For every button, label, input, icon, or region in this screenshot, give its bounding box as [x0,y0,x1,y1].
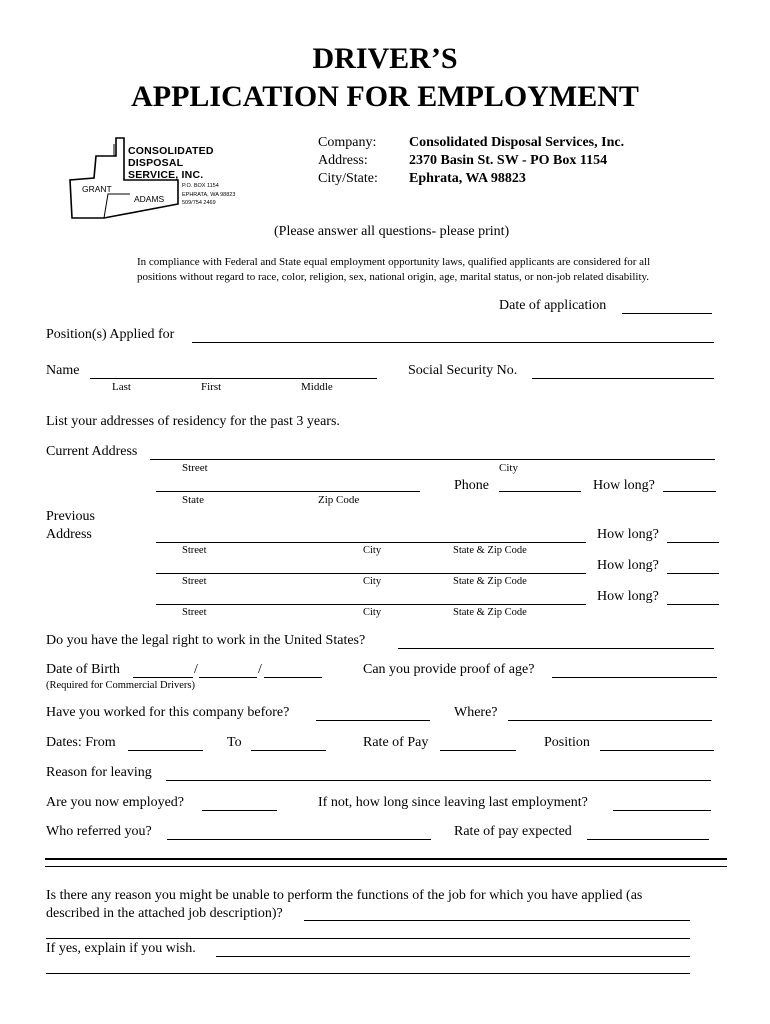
rate-of-pay-field[interactable] [440,750,516,751]
dates-to-label: To [227,735,242,750]
if-yes-label: If yes, explain if you wish. [46,941,196,956]
previous-address-2-field[interactable] [156,573,586,574]
unable-answer-line2[interactable] [46,938,690,939]
name-label: Name [46,363,80,378]
dob-month-field[interactable] [133,677,193,678]
position-field[interactable] [600,750,714,751]
previous-address-label: Address [46,527,92,542]
dob-separator-1: / [194,662,198,677]
worked-before-field[interactable] [316,720,430,721]
company-label: Company: [318,135,377,150]
unable-question-line1: Is there any reason you might be unable to perform the functions of the job for which you have applied (as [46,888,643,903]
name-field[interactable] [90,378,377,379]
ssn-field[interactable] [532,378,714,379]
previous-1-state-zip-label: State & Zip Code [453,545,527,556]
date-of-application-field[interactable] [622,313,712,314]
previous-2-how-long-field[interactable] [667,573,719,574]
dob-separator-2: / [258,662,262,677]
date-of-application-label: Date of application [499,298,607,313]
city-state-value: Ephrata, WA 98823 [409,171,526,186]
rate-expected-field[interactable] [587,839,709,840]
referred-label: Who referred you? [46,824,152,839]
company-value: Consolidated Disposal Services, Inc. [409,135,625,150]
name-last-label: Last [112,381,131,393]
city-state-label: City/State: [318,171,378,186]
current-zip-label: Zip Code [318,494,360,506]
dob-note: (Required for Commercial Drivers) [46,680,195,691]
previous-1-city-label: City [363,545,382,556]
logo-county-adams: ADAMS [134,194,165,204]
logo-name-line1: CONSOLIDATED [128,145,214,157]
worked-before-label: Have you worked for this company before? [46,705,290,720]
logo-phone: 509/754 2469 [182,200,216,206]
section-divider-top [45,858,727,860]
reason-leaving-field[interactable] [166,780,711,781]
where-field[interactable] [508,720,712,721]
name-first-label: First [201,381,222,393]
name-middle-label: Middle [301,381,333,393]
proof-age-label: Can you provide proof of age? [363,662,535,677]
address-value: 2370 Basin St. SW - PO Box 1154 [409,153,608,168]
rate-expected-label: Rate of pay expected [454,824,572,839]
dates-to-field[interactable] [251,750,326,751]
now-employed-field[interactable] [202,810,277,811]
referred-field[interactable] [167,839,431,840]
dob-day-field[interactable] [199,677,257,678]
current-city-label: City [499,462,518,474]
previous-3-state-zip-label: State & Zip Code [453,607,527,618]
previous-3-city-label: City [363,607,382,618]
current-state-label: State [182,494,204,506]
previous-3-street-label: Street [182,607,207,618]
position-label: Position [544,735,590,750]
compliance-line2: positions without regard to race, color, religion, sex, national origin, age, marital status, or non-job related disability. [137,271,650,283]
unable-question-line2: described in the attached job description)? [46,906,283,921]
now-employed-label: Are you now employed? [46,795,185,810]
compliance-line1: In compliance with Federal and State equal employment opportunity laws, qualified applicants are considered for all [137,256,651,268]
proof-age-field[interactable] [552,677,717,678]
if-yes-field[interactable] [216,956,690,957]
where-label: Where? [454,705,498,720]
instruction-text: (Please answer all questions- please print) [274,224,510,239]
current-address-field[interactable] [150,459,715,460]
ssn-label: Social Security No. [408,363,518,378]
dob-year-field[interactable] [264,677,322,678]
addresses-intro: List your addresses of residency for the past 3 years. [46,414,340,429]
previous-address-1-field[interactable] [156,542,586,543]
legal-right-label: Do you have the legal right to work in the United States? [46,633,366,648]
logo-county-grant: GRANT [82,184,112,194]
current-state-zip-field[interactable] [156,491,420,492]
previous-2-how-long-label: How long? [597,558,659,573]
form-title-line1: DRIVER’S [312,42,458,75]
legal-right-field[interactable] [398,648,714,649]
section-divider-bottom [45,866,727,867]
previous-2-city-label: City [363,576,382,587]
logo-name-line2: DISPOSAL [128,157,184,169]
dob-label: Date of Birth [46,662,120,677]
position-applied-label: Position(s) Applied for [46,327,175,342]
previous-1-how-long-label: How long? [597,527,659,542]
previous-3-how-long-field[interactable] [667,604,719,605]
current-how-long-field[interactable] [663,491,716,492]
reason-leaving-label: Reason for leaving [46,765,152,780]
if-yes-line2[interactable] [46,973,690,974]
previous-2-state-zip-label: State & Zip Code [453,576,527,587]
unable-answer-field[interactable] [304,920,690,921]
rate-of-pay-label: Rate of Pay [363,735,429,750]
if-not-field[interactable] [613,810,711,811]
previous-3-how-long-label: How long? [597,589,659,604]
phone-field[interactable] [499,491,581,492]
previous-label: Previous [46,509,95,524]
if-not-label: If not, how long since leaving last employment? [318,795,588,810]
current-street-label: Street [182,462,208,474]
previous-2-street-label: Street [182,576,207,587]
logo-city: EPHRATA, WA 98823 [182,192,236,198]
previous-1-street-label: Street [182,545,207,556]
form-title-line2: APPLICATION FOR EMPLOYMENT [131,80,639,113]
company-logo [68,134,253,224]
previous-1-how-long-field[interactable] [667,542,719,543]
dates-from-label: Dates: From [46,735,116,750]
dates-from-field[interactable] [128,750,203,751]
position-applied-field[interactable] [192,342,714,343]
logo-name-line3: SERVICE, INC. [128,169,204,181]
previous-address-3-field[interactable] [156,604,586,605]
phone-label: Phone [454,478,489,493]
current-address-label: Current Address [46,444,138,459]
address-label: Address: [318,153,368,168]
current-how-long-label: How long? [593,478,655,493]
logo-po-box: P.O. BOX 1154 [182,183,219,189]
